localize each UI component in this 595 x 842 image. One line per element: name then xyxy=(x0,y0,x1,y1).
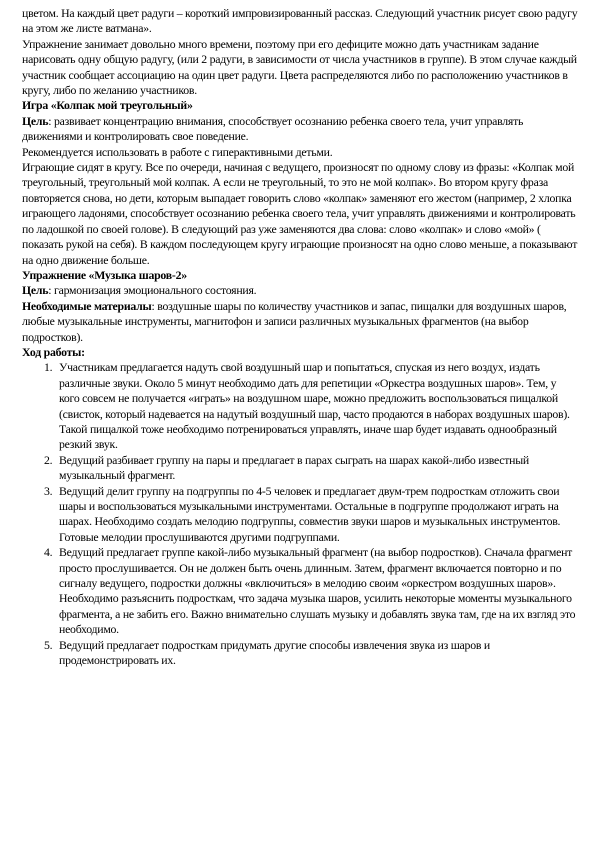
workflow-step: 3. Ведущий делит группу на подгруппы по 4-5 человек и предлагает двум-трем подросткам отложить свои шары и воспользоваться музыкальными инструментами. Остальные в подгруппе продолжают играть на шарах. Необходимо создать мелодию подгруппы, совместив звуки шаров и музыкальных инструментов. Готовые мелодии прослушиваются другими подгруппами. xyxy=(55,484,578,546)
workflow-step: 5. Ведущий предлагает подросткам придумать другие способы извлечения звука из шаров и продемонстрировать их. xyxy=(55,638,578,669)
paragraph-exercise-note: Упражнение занимает довольно много времени, поэтому при его дефиците можно дать участникам задание нарисовать одну общую радугу, (или 2 радуги, в зависимости от числа участников в группе). В этом случае каждый участник сообщает ассоциацию на один цвет радуги. Цвета распределяются либо по расположению участников в кругу, либо по желанию участников. xyxy=(22,36,577,98)
exercise-title: Упражнение «Музыка шаров-2» xyxy=(22,267,187,282)
workflow-step: 1. Участникам предлагается надуть свой воздушный шар и попытаться, спуская из него воздух, издать различные звуки. Около 5 минут необходимо дать для репетиции «Оркестра воздушных шаров». Тем, у кого совсем не получается «играть» на воздушном шаре, можно предложить воспользоваться пищалкой (свисток, который надевается на надутый воздушный шар, часто продаются в наборах воздушных шаров). Такой пищалкой тоже необходимо потренироваться управлять, иначе шар будет издавать однообразный резкий звук. xyxy=(55,360,578,452)
game-goal-label: Цель xyxy=(22,113,49,128)
exercise-materials-text: : воздушные шары по количеству участников и запас, пищалки для воздушных шаров, любые музыкальные инструменты, магнитофон и записи различных музыкальных фрагментов (на выбор подростков). xyxy=(22,298,567,344)
exercise-goal xyxy=(22,283,578,298)
exercise-materials-label: Необходимые материалы xyxy=(22,298,152,313)
exercise-goal-label: Цель xyxy=(22,283,49,298)
workflow-title: Ход работы: xyxy=(22,344,85,359)
game-goal xyxy=(22,114,578,145)
workflow-steps-list xyxy=(22,360,578,668)
exercise-materials xyxy=(22,299,578,345)
exercise-goal-text: : гармонизация эмоционального состояния. xyxy=(48,283,257,298)
paragraph-rainbow-end: цветом. На каждый цвет радуги – короткий импровизированный рассказ. Следующий участник рисует свою радугу на этом же листе ватмана». xyxy=(22,6,578,36)
workflow-step: 2. Ведущий разбивает группу на пары и предлагает в парах сыграть на шарах какой-либо известный музыкальный фрагмент. xyxy=(55,453,578,484)
workflow-step: 4. Ведущий предлагает группе какой-либо музыкальный фрагмент (на выбор подростков). Сначала фрагмент просто прослушивается. Он не должен быть очень длинным. Затем, фрагмент включается повторно и по сигналу ведущего, подростки должны «включиться» в мелодию своим «оркестром воздушных шаров». Необходимо разъяснить подросткам, что задача музыка шаров, усилить некоторые моменты музыкального фрагмента, а не забить его. Важно внимательно слушать музыку и добавлять звука там, где на их взгляд это необходимо. xyxy=(55,545,578,637)
game-recommendation: Рекомендуется использовать в работе с гиперактивными детьми. xyxy=(22,144,333,159)
document-page xyxy=(22,6,578,668)
game-title: Игра «Колпак мой треугольный» xyxy=(22,98,193,113)
game-goal-text: : развивает концентрацию внимания, способствует осознанию ребенка своего тела, учит управлять движениями и контролировать свое поведение. xyxy=(22,113,524,144)
game-description: Играющие сидят в кругу. Все по очереди, начиная с ведущего, произносят по одному слову из фразы: «Колпак мой треугольный, треугольный мой колпак. А если не треугольный, то это не мой колпак». Во втором кругу фраза повторяется снова, но дети, которым выпадает говорить слово «колпак» заменяют его жестом (например, 2 хлопка играющего ладонями, способствует осознанию ребенка своего тела, учит управлять движениями и контролировать по ладошкой по своей голове). В следующий раз уже заменяются два слова: слово «колпак» и слово «мой» ( показать рукой на себя). В каждом последующем кругу играющие произносят на одно слово меньше, а показывают на одно движение больше. xyxy=(22,160,578,267)
